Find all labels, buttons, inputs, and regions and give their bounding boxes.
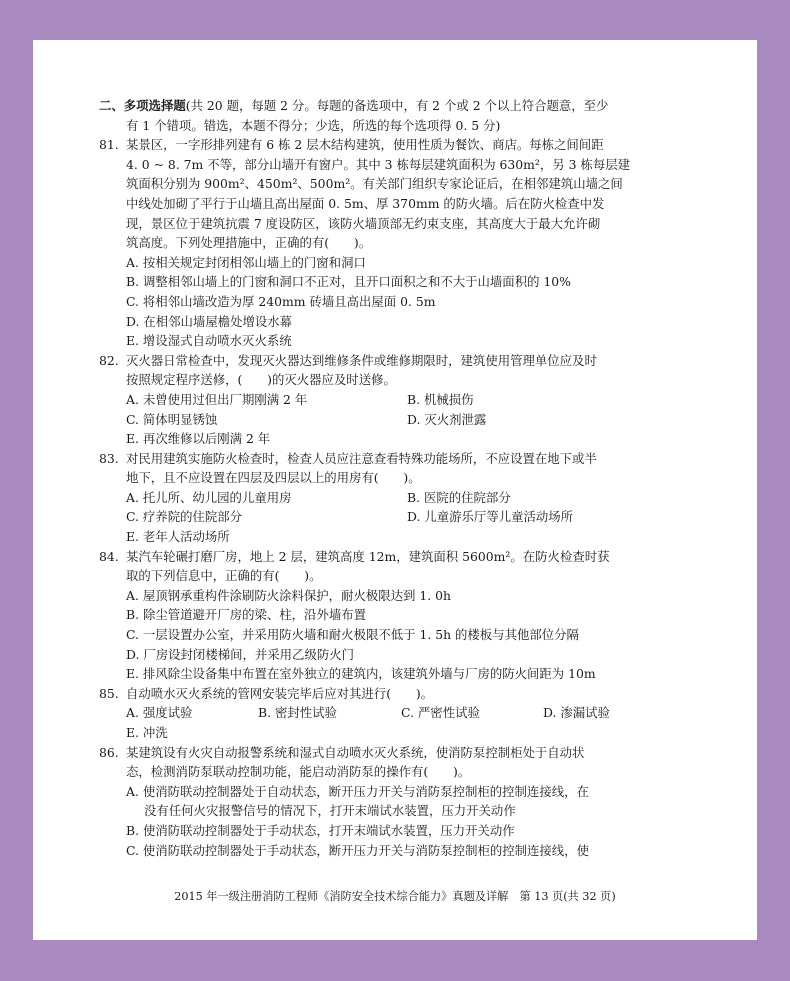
question-85-option-e: E. 冲洗 [126, 725, 168, 740]
question-85-option-b: B. 密封性试验 [258, 705, 337, 721]
question-number: 82. [99, 352, 119, 368]
question-83-option-a: A. 托儿所、幼儿园的儿童用房 [126, 489, 292, 505]
page-footer: 2015 年一级注册消防工程师《消防安全技术综合能力》真题及详解 第 13 页(共 32 页) [174, 890, 616, 903]
question-number: 84. [99, 548, 119, 564]
question-82-line-1: 82. 灭火器日常检查中，发现灭火器达到维修条件或维修期限时，建筑使用管理单位应及时 [99, 351, 731, 371]
question-81-line-6: 筑高度。下列处理措施中，正确的有( )。 [126, 235, 372, 251]
question-81-line-4: 中线处加砌了平行于山墙且高出屋面 0. 5m、厚 370mm 的防火墙。后在防火检查中发 [126, 195, 605, 211]
question-86-option-a: A. 使消防联动控制器处于自动状态，断开压力开关与消防泵控制柜的控制连接线，在 [126, 783, 589, 799]
question-84-line-2: 取的下列信息中，正确的有( )。 [126, 568, 322, 584]
question-86-option-a-continued: 没有任何火灾报警信号的情况下，打开末端试水装置，压力开关动作 [144, 803, 516, 819]
question-83-option-b: B. 医院的住院部分 [407, 489, 511, 505]
question-81-option-c: C. 将相邻山墙改造为厚 240mm 砖墙且高出屋面 0. 5m [126, 293, 436, 309]
question-85-option-c: C. 严密性试验 [401, 705, 480, 721]
question-81-line-3: 筑面积分别为 900m²、450m²、500m²。有关部门组织专家论证后，在相邻建筑山墙之间 [126, 176, 623, 192]
question-83-option-d: D. 儿童游乐厅等儿童活动场所 [407, 509, 574, 525]
question-81-option-e: E. 增设湿式自动喷水灭火系统 [126, 333, 292, 349]
question-83-line-1: 83. 对民用建筑实施防火检查时，检查人员应注意查看特殊功能场所，不应设置在地下或半 [99, 449, 731, 469]
question-85-options-row [99, 703, 731, 723]
question-84-option-d: D. 厂房设封闭楼梯间，并采用乙级防火门 [126, 646, 355, 662]
question-85-option-d: D. 渗漏试验 [543, 705, 610, 721]
question-82-options-row-2 [99, 410, 731, 430]
question-82-options-row-1 [99, 390, 731, 410]
question-84-option-e: E. 排风除尘设备集中布置在室外独立的建筑内，该建筑外墙与厂房的防火间距为 10m [126, 666, 596, 682]
question-85-line-1: 85. 自动喷水灭火系统的管网安装完毕后应对其进行( )。 [99, 684, 731, 704]
question-86-line-2: 态，检测消防泵联动控制功能，能启动消防泵的操作有( )。 [126, 764, 471, 780]
question-83-line-2: 地下，且不应设置在四层及四层以上的用房有( )。 [126, 470, 421, 486]
question-82-line-2: 按照规定程序送修，( )的灭火器应及时送修。 [126, 372, 396, 388]
question-number: 86. [99, 744, 119, 760]
question-83-option-e: E. 老年人活动场所 [126, 529, 230, 545]
section-title: 二、多项选择题 [99, 98, 186, 113]
question-86-line-1: 86. 某建筑设有火灾自动报警系统和湿式自动喷水灭火系统，使消防泵控制柜处于自动状 [99, 743, 731, 763]
section-intro-line-1: (共 20 题，每题 2 分。每题的备选项中，有 2 个或 2 个以上符合题意，至少 [185, 98, 609, 113]
section-intro-line-2: 有 1 个错项。错选，本题不得分；少选，所选的每个选项得 0. 5 分) [126, 117, 501, 133]
question-86-option-b: B. 使消防联动控制器处于手动状态，打开末端试水装置，压力开关动作 [126, 822, 515, 838]
question-81-option-d: D. 在相邻山墙屋檐处增设水幕 [126, 313, 293, 329]
question-82-option-d: D. 灭火剂泄露 [407, 411, 487, 427]
question-84-option-b: B. 除尘管道避开厂房的梁、柱，沿外墙布置 [126, 607, 367, 623]
question-number: 81. [99, 137, 119, 153]
question-83-options-row-2 [99, 507, 731, 527]
question-number: 85. [99, 685, 119, 701]
question-84-option-c: C. 一层设置办公室，并采用防火墙和耐火极限不低于 1. 5h 的楼板与其他部位分隔 [126, 627, 579, 643]
question-81-option-b: B. 调整相邻山墙上的门窗和洞口不正对，且开口面积之和不大于山墙面积的 10% [126, 274, 571, 290]
question-82-option-b: B. 机械损伤 [407, 391, 474, 407]
document-page [33, 40, 757, 940]
section-header [99, 96, 731, 116]
question-81-line-1: 81. 某景区，一字形排列建有 6 栋 2 层木结构建筑，使用性质为餐饮、商店。每栋之间间距 [99, 135, 731, 155]
question-81-option-a: A. 按相关规定封闭相邻山墙上的门窗和洞口 [126, 254, 366, 270]
page-content [99, 96, 731, 860]
question-85-option-a: A. 强度试验 [126, 705, 193, 721]
question-83-option-c: C. 疗养院的住院部分 [126, 509, 243, 525]
question-83-options-row-1 [99, 488, 731, 508]
question-82-option-a: A. 未曾使用过但出厂期刚满 2 年 [126, 391, 308, 407]
question-82-option-e: E. 再次维修以后刚满 2 年 [126, 431, 271, 447]
question-81-line-5: 现，景区位于建筑抗震 7 度设防区，该防火墙顶部无约束支座，其高度大于最大允许砌 [126, 215, 601, 231]
question-number: 83. [99, 450, 119, 466]
question-86-option-c: C. 使消防联动控制器处于手动状态，断开压力开关与消防泵控制柜的控制连接线，使 [126, 842, 589, 858]
question-84-line-1: 84. 某汽车轮碾打磨厂房，地上 2 层，建筑高度 12m，建筑面积 5600m²。在防火检查时获 [99, 547, 731, 567]
question-81-line-2: 4. 0 ~ 8. 7m 不等，部分山墙开有窗户。其中 3 栋每层建筑面积为 630m²，另 3 栋每层建 [126, 156, 630, 172]
question-82-option-c: C. 简体明显锈蚀 [126, 411, 218, 427]
question-84-option-a: A. 屋顶钢承重构件涂刷防火涂料保护，耐火极限达到 1. 0h [126, 587, 451, 603]
